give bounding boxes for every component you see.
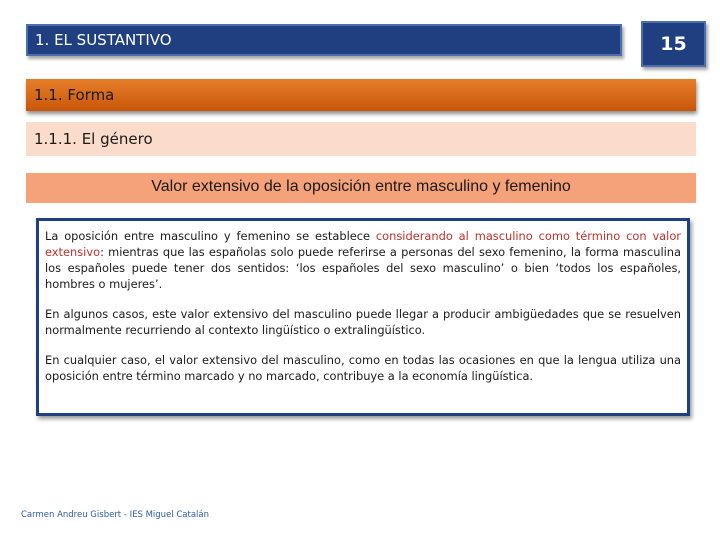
paragraph-1 <box>45 228 681 292</box>
paragraph-1-highlight: considerando al masculino como término con valor extensivo <box>45 229 681 259</box>
topic-heading <box>26 173 696 203</box>
topic-heading-text: Valor extensivo de la oposición entre masculino y femenino <box>151 178 571 195</box>
page-number: 15 <box>660 33 687 55</box>
content-box <box>36 218 690 416</box>
slide-title <box>26 24 622 56</box>
paragraph-3: En cualquier caso, el valor extensivo del masculino, como en todas las ocasiones en que la lengua utiliza una oposición entre término marcado y no marcado, contribuye a la economía lingüística. <box>45 353 681 383</box>
section-heading-text: 1.1. Forma <box>34 86 115 104</box>
page-number-badge <box>641 21 706 67</box>
subsection-heading <box>26 122 696 156</box>
slide-title-text: 1. EL SUSTANTIVO <box>35 31 172 49</box>
paragraph-2: En algunos casos, este valor extensivo del masculino puede llegar a producir ambigüedades que se resuelven normalmente recurriendo al contexto lingüístico o extralingüístico. <box>45 307 681 337</box>
paragraph-1-lead: La oposición entre masculino y femenino se establece <box>45 229 376 243</box>
subsection-heading-text: 1.1.1. El género <box>34 130 153 148</box>
paragraph-1-rest: : mientras que las españolas solo puede referirse a personas del sexo femenino, la forma masculina los españoles puede tener dos sentidos: ‘los españoles del sexo masculino’ o bien ‘todos los españoles, hombres o mujeres’. <box>45 245 681 291</box>
footer-credit: Carmen Andreu Gisbert - IES Miguel Catalán <box>21 510 210 520</box>
section-heading <box>26 79 696 111</box>
